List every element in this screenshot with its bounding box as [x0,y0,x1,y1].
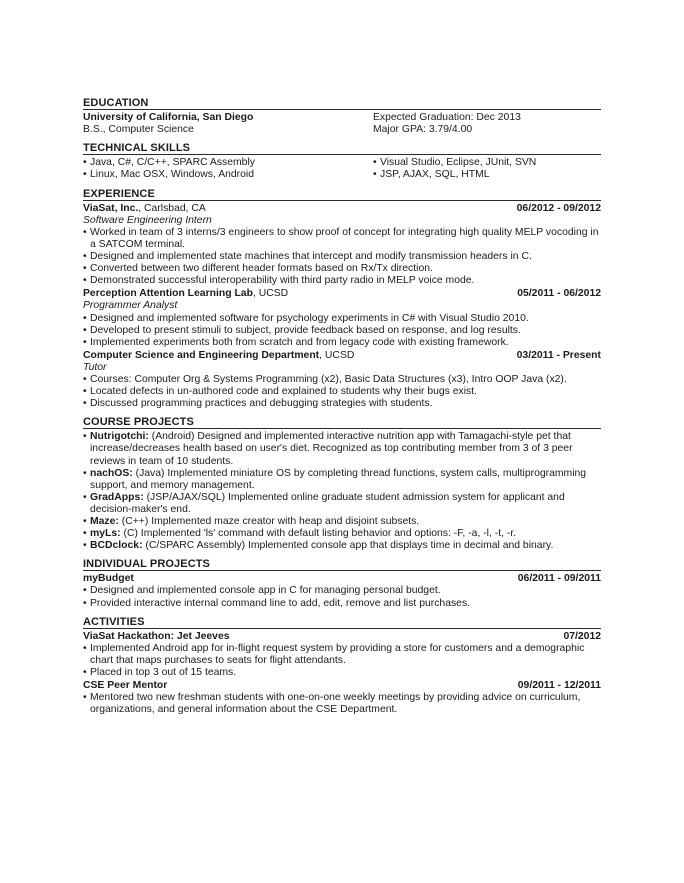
activity-date: 09/2011 - 12/2011 [517,680,601,692]
job-location: , UCSD [252,288,289,300]
job-bullet: • Demonstrated successful interoperability with third party radio in MELP voice mode. [83,275,601,287]
project-date: 06/2011 - 09/2011 [517,573,601,585]
project-desc: (Android) Designed and implemented interactive nutrition app with Tamagachi-style pet that increase/decreases health based on user's diet. Recognized as top contributing member from 3 of 3 peer reviews in team of 10 students. [90,431,573,467]
project-desc: (Java) Implemented miniature OS by completing thread functions, system calls, multiprogramming support, and memory management. [90,467,587,491]
job-org: Computer Science and Engineering Department [83,349,320,361]
project-name: Maze: [90,516,119,527]
project-name: BCDclock: [90,540,143,552]
course-projects-list [83,431,601,552]
project-name: GradApps: [90,491,144,503]
project-bullet: • Designed and implemented console app in C for managing personal budget. [83,585,601,597]
activity-name: ViaSat Hackathon: Jet Jeeves [83,630,230,642]
degree: B.S., Computer Science [83,124,194,136]
skill-item: • Java, C#, C/C++, SPARC Assembly [83,157,373,169]
job-location: , UCSD [319,349,355,361]
course-project-item [83,528,601,540]
skill-item: • Linux, Mac OSX, Windows, Android [83,169,373,181]
experience-heading: EXPERIENCE [83,188,601,201]
project-name: myLs: [90,528,121,540]
job-date: 06/2012 - 09/2012 [516,202,601,214]
skill-item: • Visual Studio, Eclipse, JUnit, SVN [373,157,601,169]
job-entry [83,350,601,410]
activity-bullet: • Implemented Android app for in-flight request system by providing a store for customers and a demographic chart that maps purchases to seats for flight attendants. [83,643,601,667]
project-desc: (C/SPARC Assembly) Implemented console app that displays time in decimal and binary. [142,540,554,552]
job-org: Perception Attention Learning Lab [83,288,253,300]
job-bullet: • Worked in team of 3 interns/3 engineers to show proof of concept for integrating high quality MELP vocoding in a SATCOM terminal. [83,227,601,251]
activity-bullet: • Mentored two new freshman students with one-on-one weekly meetings by providing advice on curriculum, organizations, and general information about the CSE Department. [83,692,601,716]
activities-heading: ACTIVITIES [83,616,601,629]
skills-left-list [83,157,373,181]
gpa: Major GPA: 3.79/4.00 [373,124,473,136]
education-heading: EDUCATION [83,97,601,110]
activity-entry [83,680,601,716]
job-bullet: • Discussed programming practices and debugging strategies with students. [83,398,601,410]
project-name: nachOS: [90,467,133,479]
project-name: myBudget [83,573,134,585]
activity-name: CSE Peer Mentor [83,680,168,692]
activity-bullet: • Placed in top 3 out of 15 teams. [83,667,601,679]
skills-heading: TECHNICAL SKILLS [83,142,601,155]
course-project-item [83,492,601,516]
job-bullet: • Designed and implemented state machines that intercept and modify transmission headers in C. [83,251,601,263]
school-name: University of California, San Diego [83,112,254,124]
job-role: Software Engineering Intern [83,214,212,226]
skills-block [83,157,601,181]
activity-entry [83,631,601,679]
job-bullet: • Courses: Computer Org & Systems Programming (x2), Basic Data Structures (x3), Intro OOP Java (x2). [83,374,601,386]
job-bullet: • Developed to present stimuli to subject, provide feedback based on response, and log results. [83,325,601,337]
skill-item: • JSP, AJAX, SQL, HTML [373,169,601,181]
job-date: 03/2011 - Present [516,349,601,361]
project-bullet: • Provided interactive internal command line to add, edit, remove and list purchases. [83,598,601,610]
project-name: Nutrigotchi: [90,431,149,443]
course-project-item [83,540,601,552]
individual-project-entry [83,573,601,609]
job-bullet: • Located defects in un-authored code and explained to students why their bugs exist. [83,386,601,398]
job-role: Programmer Analyst [83,300,178,312]
job-org: ViaSat, Inc. [83,202,139,214]
course-projects-heading: COURSE PROJECTS [83,416,601,429]
individual-projects-heading: INDIVIDUAL PROJECTS [83,558,601,571]
job-entry [83,288,601,348]
course-project-item [83,468,601,492]
job-date: 05/2011 - 06/2012 [517,288,601,300]
job-entry [83,203,601,288]
project-desc: (JSP/AJAX/SQL) Implemented online graduate student admission system for applicant and decision-maker's end. [90,491,565,515]
activity-date: 07/2012 [563,630,601,642]
job-bullet: • Implemented experiments both from scratch and from legacy code with existing framework. [83,337,601,349]
project-desc: (C++) Implemented maze creator with heap and disjoint subsets. [118,516,420,527]
graduation-date: Expected Graduation: Dec 2013 [373,112,521,124]
education-block [83,112,601,136]
course-project-item [83,431,601,467]
job-location: , Carlsbad, CA [138,202,206,214]
job-bullet: • Designed and implemented software for psychology experiments in C# with Visual Studio 2010. [83,313,601,325]
project-desc: (C) Implemented 'ls' command with default listing behavior and options: -F, -a, -l, -t, -r. [120,528,517,540]
resume-document [83,97,601,716]
job-bullet: • Converted between two different header formats based on Rx/Tx direction. [83,263,601,275]
course-project-item [83,516,601,528]
job-role: Tutor [83,361,107,373]
skills-right-list [373,157,601,181]
